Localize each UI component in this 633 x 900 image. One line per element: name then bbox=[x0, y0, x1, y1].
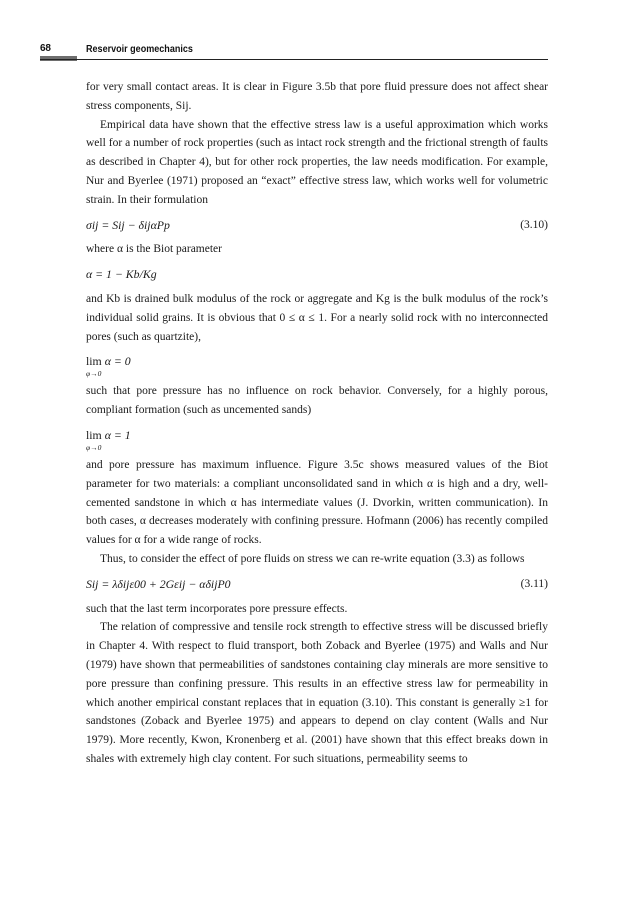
paragraph: such that pore pressure has no influence on rock behavior. Conversely, for a highly porous, compliant formation (such as uncemented sands) bbox=[86, 385, 548, 417]
page-number: 68 bbox=[40, 43, 51, 54]
equation-expression: σij = Sij − δijαPp bbox=[86, 217, 170, 232]
equation-expression: α = 1 − Kb/Kg bbox=[86, 267, 157, 282]
limit-operator: lim φ→0 bbox=[86, 352, 102, 371]
equation-limit-porous bbox=[86, 426, 548, 452]
paragraph: The relation of compressive and tensile rock strength to effective stress will be discussed briefly in Chapter 4. With respect to fluid transport, both Zoback and Byerlee (1975) and Walls and Nur (1979) have shown that permeabilities of sandstones containing clay minerals are more sensitive to pore pressure than confining pressure. This results in an effective stress law for permeability in which another empirical constant replaces that in equation (3.10). This constant is generally ≥1 for sandstones (Zoback and Byerlee 1975) and appears to depend on clay content (Walls and Nur 1979). More recently, Kwon, Kronenberg et al. (2001) have shown that this effect breaks down in shales with extremely high clay content. For such situations, permeability seems to bbox=[86, 621, 548, 765]
equation-3-10 bbox=[86, 216, 548, 235]
header-rule bbox=[40, 59, 548, 60]
equation-biot bbox=[86, 265, 548, 284]
equation-limit-solid bbox=[86, 352, 548, 379]
running-head: Reservoir geomechanics bbox=[86, 43, 193, 55]
limit-operator: lim φ→0 bbox=[86, 426, 102, 445]
equation-expression: α = 0 bbox=[104, 354, 131, 369]
body-text bbox=[86, 78, 548, 769]
limit-subscript: φ→0 bbox=[86, 442, 102, 452]
equation-3-11 bbox=[86, 575, 548, 594]
paragraph: Empirical data have shown that the effective stress law is a useful approximation which works well for a number of rock properties (such as intact rock strength and the frictional strength of faults as described in Chapter 4), but for other rock properties, the law needs modification. For example, Nur and Byerlee (1971) proposed an “exact” effective stress law, which works well for volumetric strain. In their formulation bbox=[86, 118, 548, 206]
paragraph: and Kb is drained bulk modulus of the rock or aggregate and Kg is the bulk modulus of the rock’s individual solid grains. It is obvious that 0 ≤ α ≤ 1. For a nearly solid rock with no interconnected pores (such as quartzite), bbox=[86, 292, 548, 343]
paragraph: such that the last term incorporates pore pressure effects. bbox=[86, 602, 348, 615]
paragraph: where α is the Biot parameter bbox=[86, 243, 222, 256]
equation-expression: Sij = λδijε00 + 2Gεij − αδijP0 bbox=[86, 576, 231, 591]
limit-subscript: φ→0 bbox=[86, 369, 102, 379]
page-header bbox=[40, 43, 548, 63]
paragraph: Thus, to consider the effect of pore fluids on stress we can re-write equation (3.3) as follows bbox=[100, 552, 525, 565]
paragraph: for very small contact areas. It is clear in Figure 3.5b that pore fluid pressure does not affect shear stress components, Sij. bbox=[86, 81, 548, 112]
equation-expression: α = 1 bbox=[104, 427, 131, 442]
equation-number: (3.11) bbox=[520, 577, 548, 590]
paragraph: and pore pressure has maximum influence. Figure 3.5c shows measured values of the Biot parameter for two materials: a compliant unconsolidated sand in which α is high and a dry, well-cemented sandstone in which α has intermediate values (J. Dvorkin, written communication). In both cases, α decreases moderately with confining pressure. Hofmann (2006) has recently compiled values for α for a wide range of rocks. bbox=[86, 458, 548, 547]
equation-number: (3.10) bbox=[520, 218, 548, 231]
